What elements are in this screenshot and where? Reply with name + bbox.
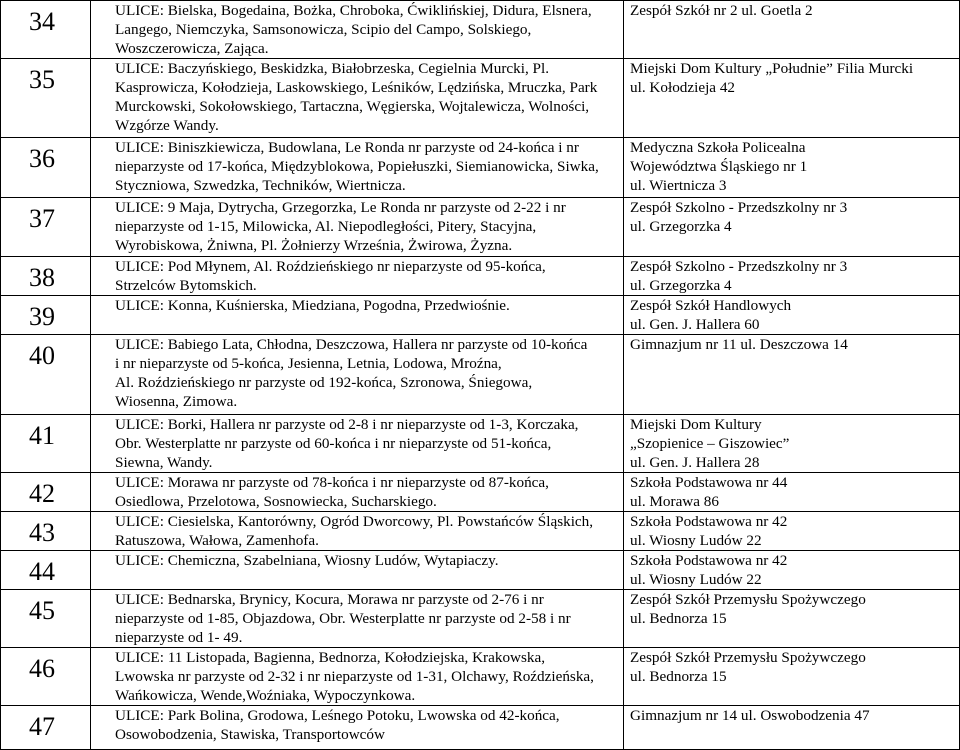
polling-place-cell	[624, 512, 960, 551]
polling-place-line: ul. Bednorza 15	[630, 610, 727, 627]
table-row	[1, 512, 960, 551]
polling-place-line: Zespół Szkół Handlowych	[630, 297, 792, 314]
streets-line: Strzelców Bytomskich.	[115, 277, 257, 294]
streets-cell	[91, 335, 624, 415]
streets-line: Murckowski, Sokołowskiego, Tartaczna, Węgierska, Wojtalewicza, Wolności,	[115, 98, 590, 115]
streets-line: Styczniowa, Szwedzka, Techników, Wiertnicza.	[115, 177, 406, 194]
streets-cell	[91, 473, 624, 512]
polling-place-cell	[624, 415, 960, 473]
streets-cell	[91, 590, 624, 648]
table-row	[1, 415, 960, 473]
table-body	[1, 1, 960, 750]
streets-line: Obr. Westerplatte nr parzyste od 60-końca i nr nieparzyste od 51-końca,	[115, 435, 552, 452]
district-number: 40	[1, 335, 91, 415]
streets-line: Wiosenna, Zimowa.	[115, 393, 238, 410]
streets-line: i nr nieparzyste od 5-końca, Jesienna, Letnia, Lodowa, Mroźna,	[115, 355, 502, 372]
polling-place-line: Województwa Śląskiego nr 1	[630, 158, 808, 175]
table-row	[1, 473, 960, 512]
streets-line: ULICE: Bielska, Bogedaina, Bożka, Chroboka, Ćwiklińskiej, Didura, Elsnera,	[115, 2, 592, 19]
polling-place-line: Szkoła Podstawowa nr 42	[630, 513, 788, 530]
streets-line: Wyrobiskowa, Żniwna, Pl. Żołnierzy Września, Żwirowa, Żyzna.	[115, 237, 513, 254]
polling-place-line: ul. Gen. J. Hallera 28	[630, 454, 760, 471]
streets-line: ULICE: Konna, Kuśnierska, Miedziana, Pogodna, Przedwiośnie.	[115, 297, 510, 314]
polling-place-cell	[624, 296, 960, 335]
streets-cell	[91, 706, 624, 750]
polling-place-cell	[624, 198, 960, 257]
polling-place-line: ul. Gen. J. Hallera 60	[630, 316, 760, 333]
polling-place-line: ul. Wiosny Ludów 22	[630, 571, 762, 588]
table-row	[1, 551, 960, 590]
streets-line: Wzgórze Wandy.	[115, 117, 219, 134]
polling-place-line: „Szopienice – Giszowiec”	[630, 435, 790, 452]
district-number: 35	[1, 59, 91, 138]
streets-line: ULICE: Borki, Hallera nr parzyste od 2-8 i nr nieparzyste od 1-3, Korczaka,	[115, 416, 579, 433]
streets-line: nieparzyste od 1-85, Objazdowa, Obr. Westerplatte nr parzyste od 2-58 i nr	[115, 610, 571, 627]
table-row	[1, 706, 960, 750]
polling-place-line: Zespół Szkolno - Przedszkolny nr 3	[630, 258, 848, 275]
table-row	[1, 138, 960, 198]
district-number: 34	[1, 1, 91, 59]
polling-place-line: Szkoła Podstawowa nr 42	[630, 552, 788, 569]
streets-cell	[91, 257, 624, 296]
streets-cell	[91, 551, 624, 590]
streets-line: nieparzyste od 1-15, Milowicka, Al. Niepodległości, Pitery, Stacyjna,	[115, 218, 537, 235]
polling-place-line: ul. Grzegorzka 4	[630, 277, 732, 294]
streets-line: ULICE: Baczyńskiego, Beskidzka, Białobrzeska, Cegielnia Murcki, Pl.	[115, 60, 550, 77]
polling-place-line: Gimnazjum nr 14 ul. Oswobodzenia 47	[630, 707, 870, 724]
polling-place-line: Zespół Szkół nr 2 ul. Goetla 2	[630, 2, 813, 19]
streets-line: ULICE: Chemiczna, Szabelniana, Wiosny Ludów, Wytapiaczy.	[115, 552, 499, 569]
polling-place-line: ul. Morawa 86	[630, 493, 719, 510]
streets-line: Lwowska nr parzyste od 2-32 i nr nieparzyste od 1-31, Olchawy, Roździeńska,	[115, 668, 594, 685]
streets-line: ULICE: Bednarska, Brynicy, Kocura, Morawa nr parzyste od 2-76 i nr	[115, 591, 544, 608]
streets-line: Ratuszowa, Wałowa, Zamenhofa.	[115, 532, 319, 549]
streets-line: Al. Roździeńskiego nr parzyste od 192-końca, Szronowa, Śniegowa,	[115, 374, 533, 391]
district-number: 41	[1, 415, 91, 473]
polling-place-line: Gimnazjum nr 11 ul. Deszczowa 14	[630, 336, 848, 353]
streets-line: Woszczerowicza, Zająca.	[115, 40, 269, 57]
polling-place-line: ul. Kołodzieja 42	[630, 79, 736, 96]
polling-place-cell	[624, 551, 960, 590]
polling-place-line: Miejski Dom Kultury	[630, 416, 762, 433]
district-number: 36	[1, 138, 91, 198]
streets-line: ULICE: 9 Maja, Dytrycha, Grzegorzka, Le Ronda nr parzyste od 2-22 i nr	[115, 199, 566, 216]
polling-place-line: ul. Wiertnicza 3	[630, 177, 727, 194]
district-number: 38	[1, 257, 91, 296]
polling-place-cell	[624, 1, 960, 59]
district-number: 43	[1, 512, 91, 551]
polling-place-cell	[624, 648, 960, 706]
district-number: 47	[1, 706, 91, 750]
polling-place-line: Zespół Szkolno - Przedszkolny nr 3	[630, 199, 848, 216]
polling-place-cell	[624, 257, 960, 296]
polling-place-line: Medyczna Szkoła Policealna	[630, 139, 806, 156]
table-row	[1, 59, 960, 138]
table-row	[1, 296, 960, 335]
streets-cell	[91, 415, 624, 473]
district-number: 39	[1, 296, 91, 335]
streets-line: Osiedlowa, Przelotowa, Sosnowiecka, Sucharskiego.	[115, 493, 437, 510]
streets-line: Kasprowicza, Kołodzieja, Laskowskiego, Leśników, Lędzińska, Mruczka, Park	[115, 79, 598, 96]
streets-cell	[91, 512, 624, 551]
polling-place-cell	[624, 590, 960, 648]
streets-line: ULICE: 11 Listopada, Bagienna, Bednorza, Kołodziejska, Krakowska,	[115, 649, 546, 666]
streets-line: ULICE: Babiego Lata, Chłodna, Deszczowa, Hallera nr parzyste od 10-końca	[115, 336, 588, 353]
streets-line: ULICE: Park Bolina, Grodowa, Leśnego Potoku, Lwowska od 42-końca,	[115, 707, 560, 724]
polling-place-line: Miejski Dom Kultury „Południe” Filia Murcki	[630, 60, 914, 77]
polling-place-line: Szkoła Podstawowa nr 44	[630, 474, 788, 491]
district-number: 46	[1, 648, 91, 706]
streets-cell	[91, 296, 624, 335]
streets-line: Wańkowicza, Wende,Woźniaka, Wypoczynkowa.	[115, 687, 416, 704]
polling-place-line: ul. Wiosny Ludów 22	[630, 532, 762, 549]
streets-line: nieparzyste od 1- 49.	[115, 629, 243, 646]
table-row	[1, 648, 960, 706]
district-number: 37	[1, 198, 91, 257]
polling-place-line: Zespół Szkół Przemysłu Spożywczego	[630, 591, 866, 608]
district-number: 44	[1, 551, 91, 590]
polling-place-cell	[624, 706, 960, 750]
streets-line: Langego, Niemczyka, Samsonowicza, Scipio del Campo, Solskiego,	[115, 21, 532, 38]
streets-line: nieparzyste od 17-końca, Międzyblokowa, Popiełuszki, Siemianowicka, Siwka,	[115, 158, 599, 175]
table-row	[1, 198, 960, 257]
table-row	[1, 590, 960, 648]
table-row	[1, 1, 960, 59]
streets-cell	[91, 648, 624, 706]
streets-cell	[91, 198, 624, 257]
polling-place-cell	[624, 59, 960, 138]
polling-place-cell	[624, 138, 960, 198]
streets-line: ULICE: Morawa nr parzyste od 78-końca i nr nieparzyste od 87-końca,	[115, 474, 549, 491]
polling-place-cell	[624, 335, 960, 415]
streets-line: Osowobodzenia, Stawiska, Transportowców	[115, 726, 385, 743]
table-row	[1, 257, 960, 296]
streets-cell	[91, 138, 624, 198]
streets-cell	[91, 1, 624, 59]
polling-place-line: Zespół Szkół Przemysłu Spożywczego	[630, 649, 866, 666]
streets-line: ULICE: Pod Młynem, Al. Roździeńskiego nr nieparzyste od 95-końca,	[115, 258, 546, 275]
polling-place-line: ul. Bednorza 15	[630, 668, 727, 685]
district-number: 45	[1, 590, 91, 648]
table-row	[1, 335, 960, 415]
streets-line: ULICE: Ciesielska, Kantorówny, Ogród Dworcowy, Pl. Powstańców Śląskich,	[115, 513, 594, 530]
polling-place-cell	[624, 473, 960, 512]
district-number: 42	[1, 473, 91, 512]
streets-line: Siewna, Wandy.	[115, 454, 213, 471]
streets-cell	[91, 59, 624, 138]
polling-place-line: ul. Grzegorzka 4	[630, 218, 732, 235]
streets-line: ULICE: Biniszkiewicza, Budowlana, Le Ronda nr parzyste od 24-końca i nr	[115, 139, 579, 156]
